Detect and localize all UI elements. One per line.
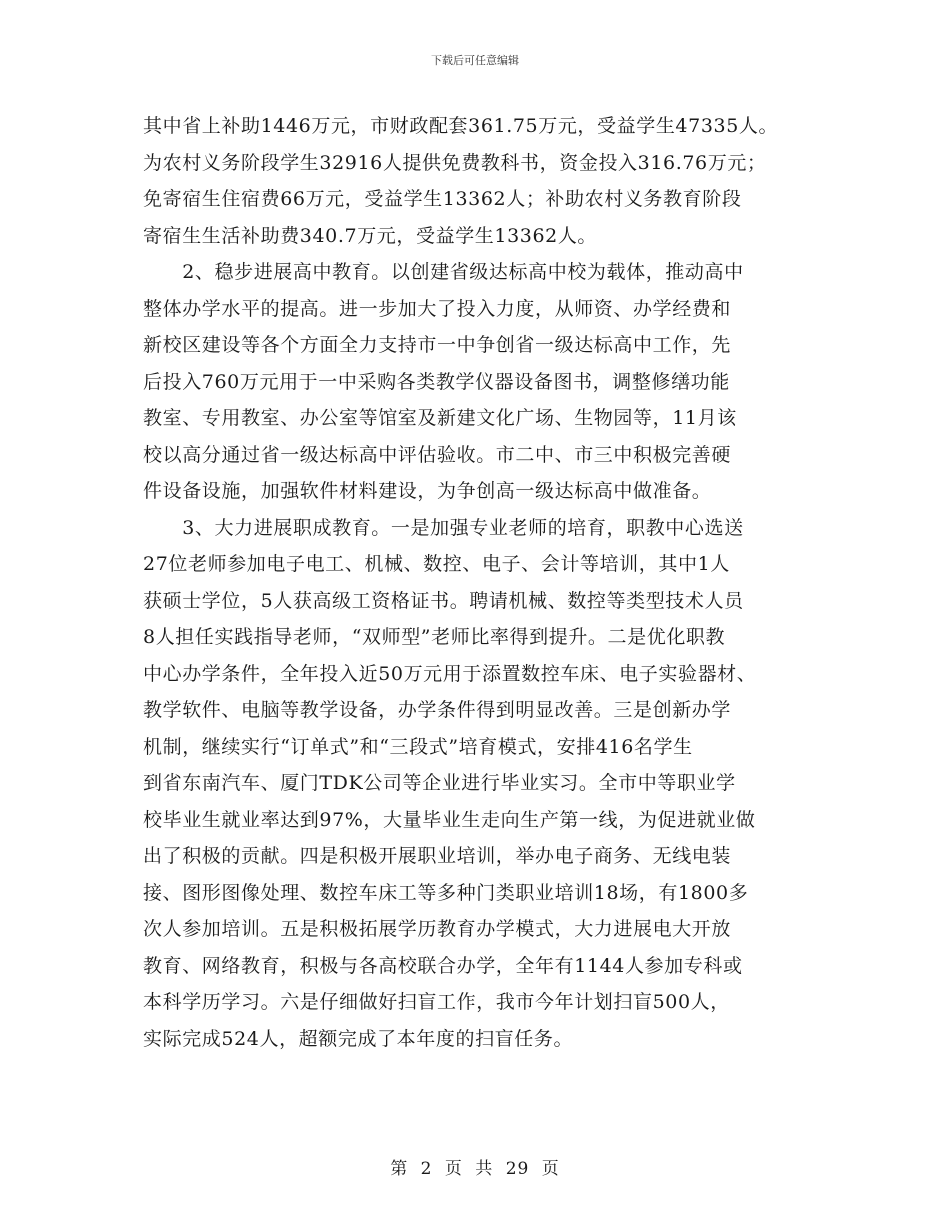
text-line: 到省东南汽车、厦门TDK公司等企业进行毕业实习。全市中等职业学: [143, 772, 736, 794]
text-line: 2、稳步进展高中教育。以创建省级达标高中校为载体，推动高中: [143, 261, 744, 283]
text-line: 实际完成524人，超额完成了本年度的扫盲任务。: [143, 1027, 574, 1050]
page-number: 第 2 页 共 29 页: [390, 1159, 560, 1179]
text-line: 教育、网络教育，积极与各高校联合办学，全年有1144人参加专科或: [143, 954, 743, 977]
text-line: 为农村义务阶段学生32916人提供免费教科书，资金投入316.76万元；: [143, 151, 767, 174]
text-line: 接、图形图像处理、数控车床工等多种门类职业培训18场，有1800多: [143, 881, 749, 904]
text-line: 8人担任实践指导老师，“双师型”老师比率得到提升。二是优化职教: [143, 626, 726, 648]
text-line: 件设备设施，加强软件材料建设，为争创高一级达标高中做准备。: [143, 480, 712, 502]
header-note: 下载后可任意编辑: [431, 54, 519, 67]
text-line: 免寄宿生住宿费66万元，受益学生13362人；补助农村义务教育阶段: [143, 188, 742, 210]
text-line: 中心办学条件，全年投入近50万元用于添置数控车床、电子实验器材、: [143, 662, 757, 685]
page-footer: [0, 1154, 950, 1179]
text-line: 校以高分通过省一级达标高中评估验收。市二中、市三中积极完善硬: [143, 443, 732, 466]
text-line: 3、大力进展职成教育。一是加强专业老师的培育，职教中心选送: [143, 516, 744, 539]
text-line: 整体办学水平的提高。进一步加大了投入力度，从师资、办学经费和: [143, 297, 732, 320]
text-line: 教室、专用教室、办公室等馆室及新建文化广场、生物园等，11月该: [143, 407, 737, 429]
text-line: 新校区建设等各个方面全力支持市一中争创省一级达标高中工作，先: [143, 334, 732, 356]
document-body: [143, 108, 823, 1057]
text-line: 获硕士学位，5人获高级工资格证书。聘请机械、数控等类型技术人员: [143, 589, 744, 612]
text-line: 校毕业生就业率达到97%，大量毕业生走向生产第一线，为促进就业做: [143, 808, 756, 831]
page-header: [0, 52, 950, 68]
text-line: 出了积极的贡献。四是积极开展职业培训，举办电子商务、无线电装: [143, 845, 732, 867]
text-line: 教学软件、电脑等教学设备，办学条件得到明显改善。三是创新办学: [143, 699, 732, 721]
text-line: 次人参加培训。五是积极拓展学历教育办学模式，大力进展电大开放: [143, 918, 732, 940]
text-line: 本科学历学习。六是仔细做好扫盲工作，我市今年计划扫盲500人，: [143, 991, 730, 1013]
text-line: 27位老师参加电子电工、机械、数控、电子、会计等培训，其中1人: [143, 553, 730, 575]
text-line: 其中省上补助1446万元，市财政配套361.75万元，受益学生47335人。: [143, 115, 779, 137]
text-line: 后投入760万元用于一中采购各类教学仪器设备图书，调整修缮功能: [143, 370, 730, 393]
text-line: 机制，继续实行“订单式”和“三段式”培育模式，安排416名学生: [143, 735, 693, 758]
text-line: 寄宿生生活补助费340.7万元，受益学生13362人。: [143, 224, 598, 247]
